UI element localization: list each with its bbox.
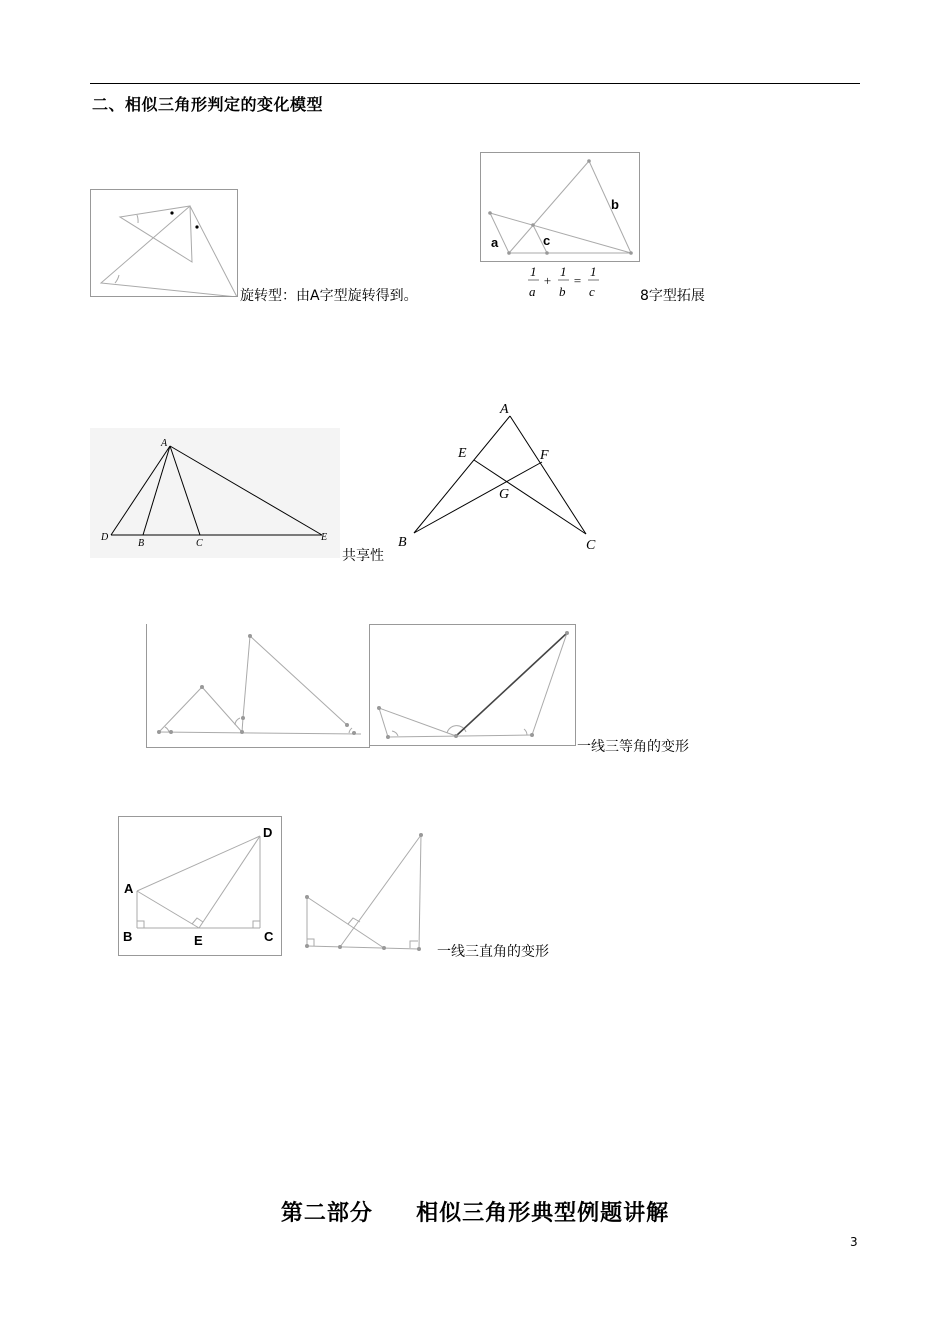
label-D: D (263, 825, 273, 840)
label-E: E (194, 933, 203, 948)
label-D: D (101, 532, 109, 543)
rotation-small-triangle (120, 206, 192, 262)
label-C: C (586, 538, 596, 553)
label-A: A (500, 402, 509, 417)
caption-shared: 共享性 (342, 548, 384, 564)
label-C: C (264, 929, 274, 944)
figure-efg (392, 396, 612, 556)
caption-eight-extension: 8字型拓展 (640, 288, 705, 304)
efg-diagram (392, 396, 612, 556)
figure-eight-extension (480, 152, 640, 262)
label-B: B (398, 535, 407, 550)
label-A: A (124, 881, 134, 896)
label-E: E (458, 446, 467, 461)
label-A: A (161, 438, 168, 449)
label-E: E (321, 532, 328, 543)
section-heading: 二、相似三角形判定的变化模型 (92, 95, 324, 114)
caption-three-right-angles: 一线三直角的变形 (437, 944, 549, 960)
label-C: C (196, 538, 203, 549)
label-G: G (499, 487, 510, 502)
part-title: 第二部分 相似三角形典型例题讲解 (280, 1200, 670, 1226)
formula-den1: a (529, 284, 536, 299)
formula-equals: = (573, 273, 582, 288)
page-number: 3 (850, 1235, 858, 1249)
shared-diagram (90, 428, 340, 558)
figure-shared (90, 428, 340, 558)
formula-plus: + (543, 273, 552, 288)
caption-three-equal-angles: 一线三等角的变形 (577, 739, 689, 755)
caption-rotation: 旋转型：由A字型旋转得到。 (240, 288, 418, 304)
label-B: B (123, 929, 133, 944)
equal-angles-left-diagram (147, 624, 369, 746)
label-a: a (491, 235, 499, 250)
figure-rotation (90, 189, 238, 297)
rotation-big-triangle (101, 206, 237, 296)
label-F: F (540, 448, 549, 463)
right-angles-variant-diagram (298, 826, 433, 956)
label-B: B (138, 538, 145, 549)
angle-dot (195, 225, 198, 228)
rotation-diagram (91, 190, 237, 296)
eight-extension-diagram (481, 153, 639, 261)
formula-den3: c (589, 284, 595, 299)
header-rule (90, 83, 860, 84)
label-b: b (611, 197, 619, 212)
figure-right-angles-labelled (118, 816, 282, 956)
formula-num1: 1 (530, 264, 537, 279)
right-angles-labelled-diagram (119, 817, 281, 955)
angle-dot (170, 211, 173, 214)
formula-num3: 1 (590, 264, 597, 279)
figure-equal-angles-left (146, 624, 370, 748)
formula-num2: 1 (560, 264, 567, 279)
formula-den2: b (559, 284, 566, 299)
reciprocal-formula (526, 263, 606, 303)
label-c: c (543, 233, 551, 248)
figure-right-angles-variant (298, 826, 433, 956)
figure-equal-angles-right (369, 624, 576, 746)
equal-angles-right-diagram (370, 625, 575, 745)
